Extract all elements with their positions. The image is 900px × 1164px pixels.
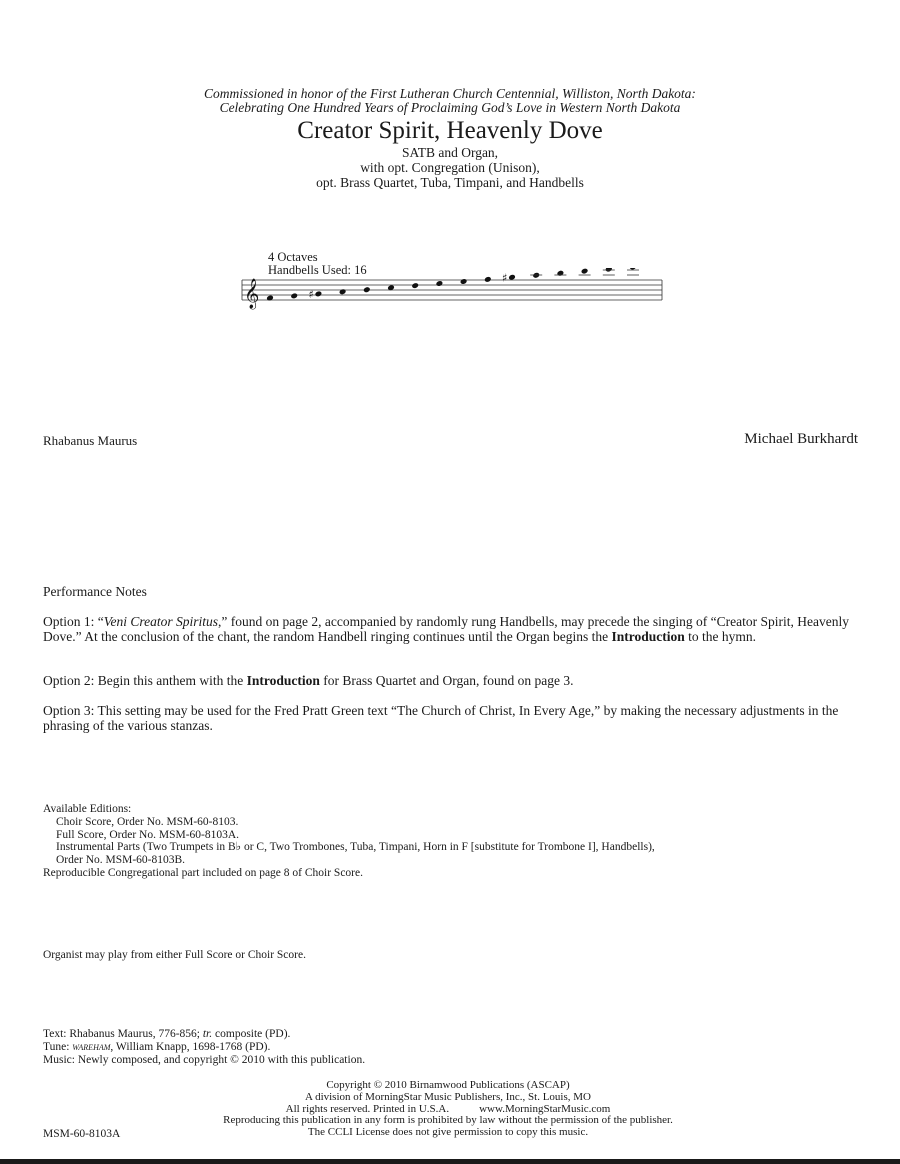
rights-reserved: All rights reserved. Printed in U.S.A. <box>285 1102 450 1115</box>
available-editions <box>43 803 863 880</box>
handbell-range-staff <box>238 268 668 312</box>
organist-note: Organist may play from either Full Score or Choir Score. <box>43 949 306 961</box>
handbell-note <box>315 291 323 298</box>
source-tune <box>43 1041 863 1054</box>
source-text-a: Text: Rhabanus Maurus, 776-856; <box>43 1028 203 1040</box>
sharp-icon: ♯ <box>308 287 314 301</box>
page-title: Creator Spirit, Heavenly Dove <box>297 117 603 144</box>
option2-text-a: Option 2: Begin this anthem with the <box>43 673 247 688</box>
edition-instrumental-parts: Instrumental Parts (Two Trumpets in B♭ or C, Two Trombones, Tuba, Timpani, Horn in F [substitute for Trombone I], Handbells), <box>56 841 655 854</box>
source-text-b: composite (PD). <box>212 1028 291 1040</box>
handbell-octaves: 4 Octaves <box>268 250 318 264</box>
source-text <box>43 1028 863 1041</box>
handbell-count: Handbells Used: 16 <box>268 263 367 277</box>
option2-text-b: for Brass Quartet and Organ, found on page 3. <box>319 673 574 688</box>
sharp-icon: ♯ <box>502 271 508 285</box>
performance-option-1 <box>43 614 863 644</box>
treble-clef-icon: 𝄞 <box>244 279 260 309</box>
commission-line-1: Commissioned in honor of the First Lutheran Church Centennial, Williston, North Dakota: <box>204 86 696 101</box>
sources <box>43 1028 863 1066</box>
source-text-tr: tr. <box>202 1028 213 1040</box>
copyright-line-4: Reproducing this publication in any form is prohibited by law without the permission of the publisher. <box>223 1114 673 1127</box>
edition-congregational-note: Reproducible Congregational part included on page 8 of Choir Score. <box>43 866 363 879</box>
voicing-line-2: with opt. Congregation (Unison), <box>360 160 540 175</box>
page-bottom-border <box>0 1159 900 1164</box>
handbell-note <box>290 293 298 300</box>
copyright-line-1: Copyright © 2010 Birnamwood Publications (ASCAP) <box>326 1079 570 1091</box>
handbell-note <box>411 282 419 289</box>
editions-heading: Available Editions: <box>43 803 132 815</box>
commission-line-2: Celebrating One Hundred Years of Proclaiming God’s Love in Western North Dakota <box>219 100 681 115</box>
text-author: Rhabanus Maurus <box>43 433 138 448</box>
performance-notes-heading: Performance Notes <box>43 584 147 599</box>
edition-full-score: Full Score, Order No. MSM-60-8103A. <box>56 828 240 841</box>
publisher-website: www.MorningStarMusic.com <box>479 1102 611 1115</box>
catalog-number: MSM-60-8103A <box>43 1128 121 1140</box>
handbell-note <box>581 268 589 274</box>
option1-text-b: ,” found on page 2, accompanied by randomly rung Handbells, may precede the singing of “Creator Spirit, Heavenly Dove.” At the conclusion of the chant, the random Handbell ringing continues until the Organ begins the <box>43 614 849 644</box>
performance-option-2 <box>43 673 863 688</box>
staff-lines <box>242 280 662 300</box>
source-music: Music: Newly composed, and copyright © 2010 with this publication. <box>43 1053 366 1066</box>
performance-option-3: Option 3: This setting may be used for the Fred Pratt Green text “The Church of Christ, In Every Age,” by making the necessary adjustments in the phrasing of the various stanzas. <box>43 703 839 733</box>
handbell-note <box>436 280 444 287</box>
handbell-note <box>339 288 347 295</box>
edition-choir-score: Choir Score, Order No. MSM-60-8103. <box>56 815 239 828</box>
handbell-note <box>557 270 565 277</box>
tune-name: wareham <box>72 1040 111 1053</box>
copyright-block <box>208 1080 688 1139</box>
option2-introduction: Introduction <box>246 673 320 688</box>
option1-chant-title: Veni Creator Spiritus <box>103 614 219 629</box>
source-tune-a: Tune: <box>43 1040 73 1053</box>
edition-instrumental-order: Order No. MSM-60-8103B. <box>56 854 186 867</box>
source-tune-b: , William Knapp, 1698-1768 (PD). <box>110 1040 271 1053</box>
voicing-line-1: SATB and Organ, <box>401 145 499 160</box>
handbell-note <box>460 278 468 285</box>
copyright-line-2: A division of MorningStar Music Publishers, Inc., St. Louis, MO <box>304 1090 591 1103</box>
handbell-note <box>484 276 492 283</box>
option1-introduction: Introduction <box>611 629 685 644</box>
option1-text-c: to the hymn. <box>684 629 757 644</box>
option1-text-a: Option 1: “ <box>43 614 104 629</box>
voicing-line-3: opt. Brass Quartet, Tuba, Timpani, and Handbells <box>316 175 584 190</box>
copyright-line-5: The CCLI License does not give permission to copy this music. <box>307 1126 589 1139</box>
handbell-note <box>363 286 371 293</box>
composer-name: Michael Burkhardt <box>744 431 858 447</box>
